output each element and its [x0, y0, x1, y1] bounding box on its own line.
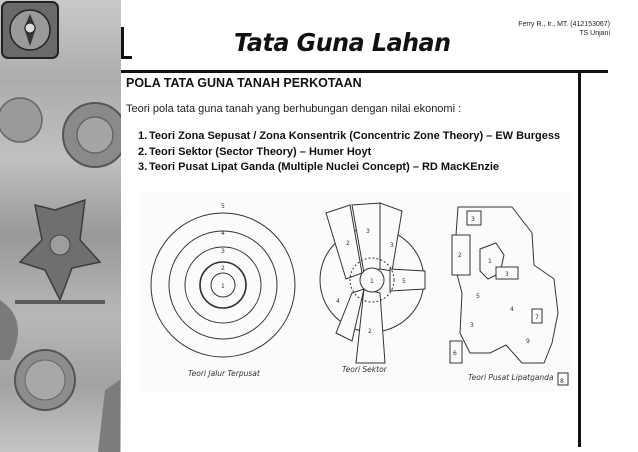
sector-label: 2 — [368, 328, 372, 335]
frame-line — [578, 70, 608, 73]
ring-label: 4 — [221, 230, 225, 237]
ring-label: 2 — [221, 265, 225, 272]
intro-text: Teori pola tata guna tanah yang berhubungan dengan nilai ekonomi : — [126, 103, 462, 115]
nucleus-label: 3 — [471, 216, 475, 223]
nucleus-label: 6 — [453, 350, 457, 357]
caption-multiple-nuclei: Teori Pusat Lipatganda — [468, 373, 554, 382]
multiple-nuclei-diagram — [450, 207, 568, 385]
nucleus-label: 3 — [505, 271, 509, 278]
frame-corner-top — [121, 27, 132, 59]
nucleus-label: 8 — [560, 378, 564, 385]
list-number: 1. — [138, 130, 148, 142]
author-line: Ferry R., Ir., MT. (412153067) — [518, 21, 610, 28]
list-number: 3. — [138, 161, 148, 173]
sector-label: 3 — [390, 242, 394, 249]
nucleus-label: 1 — [488, 258, 492, 265]
nucleus-label: 9 — [526, 338, 530, 345]
sector-label: 4 — [336, 298, 340, 305]
author-credits — [518, 20, 610, 38]
theory-list — [138, 130, 568, 177]
models-diagram — [140, 193, 572, 391]
decorative-side-strip — [0, 0, 121, 452]
medals-illustration — [0, 0, 121, 452]
sector-label: 5 — [402, 278, 406, 285]
affiliation: TS Unjani — [579, 30, 610, 37]
section-heading: POLA TATA GUNA TANAH PERKOTAAN — [126, 76, 362, 90]
land-use-models-figure — [140, 193, 572, 391]
ring-label: 1 — [221, 283, 225, 290]
nucleus-label: 3 — [470, 322, 474, 329]
list-item — [138, 146, 568, 160]
nucleus-label: 5 — [476, 293, 480, 300]
university-emblem-icon — [0, 0, 60, 60]
ring-label: 3 — [221, 248, 225, 255]
list-item — [138, 130, 568, 144]
slide-title: Tata Guna Lahan — [234, 28, 451, 57]
caption-concentric: Teori Jalur Terpusat — [188, 369, 260, 378]
list-item — [138, 161, 568, 175]
sector-label: 2 — [346, 240, 350, 247]
caption-sector: Teori Sektor — [342, 365, 387, 374]
nucleus-label: 4 — [510, 306, 514, 313]
nucleus-label: 7 — [535, 314, 539, 321]
sector-label: 3 — [366, 228, 370, 235]
list-text: Teori Zona Sepusat / Zona Konsentrik (Concentric Zone Theory) – EW Burgess — [149, 130, 561, 142]
nucleus-label: 2 — [458, 252, 462, 259]
list-text: Teori Sektor (Sector Theory) – Humer Hoyt — [149, 145, 372, 158]
ring-label: 5 — [221, 203, 225, 210]
sector-label: 1 — [370, 278, 374, 285]
list-text: Teori Pusat Lipat Ganda (Multiple Nuclei Concept) – RD MacKEnzie — [149, 161, 500, 173]
list-number: 2. — [138, 145, 148, 158]
